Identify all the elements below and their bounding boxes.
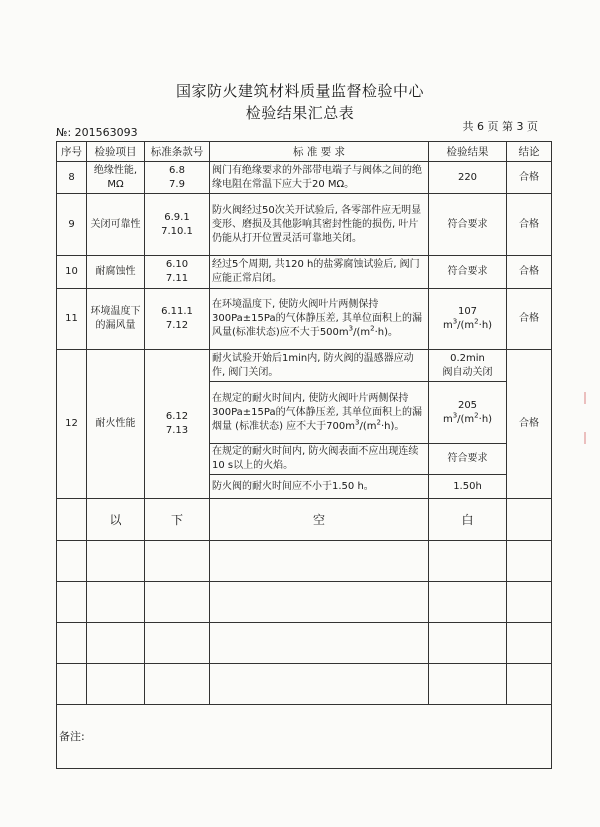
- requirement: 耐火试验开始后1min内, 防火阀的温感器应动作, 阀门关闭。: [210, 350, 429, 382]
- report-title: 检验结果汇总表: [245, 104, 355, 122]
- row-number: 9: [57, 194, 87, 256]
- test-item: 环境温度下 的漏风量: [87, 289, 145, 350]
- requirement: 在规定的耐火时间内, 使防火阀叶片两侧保持300Pa±15Pa的气体静压差, 其单位面积上的漏烟量 (标准状态) 应不大于$700m^3/(m^2\cdot h)$。: [210, 382, 429, 444]
- empty-marker: 白: [429, 499, 507, 541]
- serial-number: №: 201563093: [56, 126, 138, 139]
- test-result: 符合要求: [429, 194, 507, 256]
- remarks-row: [57, 705, 552, 769]
- blank-row: [57, 664, 552, 705]
- test-result: 符合要求: [429, 256, 507, 289]
- blank-row: [57, 623, 552, 664]
- empty-marker: 以: [87, 499, 145, 541]
- col-header: 结论: [507, 142, 552, 162]
- test-result: 205 $m^3/(m^2\cdot h)$: [429, 382, 507, 444]
- row-number: 8: [57, 162, 87, 194]
- test-item: 关闭可靠性: [87, 194, 145, 256]
- col-header: 检验项目: [87, 142, 145, 162]
- row-number: 11: [57, 289, 87, 350]
- empty-marker-row: [57, 499, 552, 541]
- test-result: 0.2min 阀自动关闭: [429, 350, 507, 382]
- table-row: [57, 256, 552, 289]
- row-number: 12: [57, 350, 87, 499]
- center-title: 国家防火建筑材料质量监督检验中心: [175, 82, 424, 100]
- requirement: 阀门有绝缘要求的外部带电端子与阀体之间的绝缘电阻在常温下应大于20 MΩ。: [210, 162, 429, 194]
- requirement: 防火阀经过50次关开试验后, 各零部件应无明显变形、磨损及其他影响其密封性能的损伤, 叶片仍能从打开位置灵活可靠地关闭。: [210, 194, 429, 256]
- table-header-row: [57, 142, 552, 162]
- verdict: 合格: [507, 194, 552, 256]
- table-row: [57, 350, 552, 382]
- clause: 6.9.1 7.10.1: [145, 194, 210, 256]
- clause: 6.8 7.9: [145, 162, 210, 194]
- verdict: 合格: [507, 256, 552, 289]
- requirement: 防火阀的耐火时间应不小于1.50 h。: [210, 475, 429, 499]
- test-result: 符合要求: [429, 444, 507, 475]
- test-item: 绝缘性能, MΩ: [87, 162, 145, 194]
- blank-row: [57, 541, 552, 582]
- requirement: 经过5个周期, 共120 h的盐雾腐蚀试验后, 阀门应能正常启闭。: [210, 256, 429, 289]
- test-item: 耐腐蚀性: [87, 256, 145, 289]
- remarks-label: 备注:: [57, 705, 552, 769]
- table-row: [57, 162, 552, 194]
- col-header: 标准条款号: [145, 142, 210, 162]
- col-header: 序号: [57, 142, 87, 162]
- empty-marker: 下: [145, 499, 210, 541]
- col-header: 标 准 要 求: [210, 142, 429, 162]
- requirement: 在规定的耐火时间内, 防火阀表面不应出现连续10 s以上的火焰。: [210, 444, 429, 475]
- empty-marker: 空: [210, 499, 429, 541]
- clause: 6.12 7.13: [145, 350, 210, 499]
- blank-row: [57, 582, 552, 623]
- verdict: 合格: [507, 162, 552, 194]
- col-header: 检验结果: [429, 142, 507, 162]
- table-row: [57, 289, 552, 350]
- results-table: [56, 141, 552, 769]
- stamp-edge: [584, 392, 594, 404]
- row-number: 10: [57, 256, 87, 289]
- page-info: 共 6 页 第 3 页: [462, 120, 538, 133]
- requirement: 在环境温度下, 使防火阀叶片两侧保持300Pa±15Pa的气体静压差, 其单位面积上的漏风量(标准状态)应不大于$500m^3/(m^2\cdot h)$。: [210, 289, 429, 350]
- test-item: 耐火性能: [87, 350, 145, 499]
- stamp-edge: [584, 432, 594, 444]
- clause: 6.10 7.11: [145, 256, 210, 289]
- verdict: 合格: [507, 289, 552, 350]
- verdict: 合格: [507, 350, 552, 499]
- test-result: 107 $m^3/(m^2\cdot h)$: [429, 289, 507, 350]
- test-result: 1.50h: [429, 475, 507, 499]
- clause: 6.11.1 7.12: [145, 289, 210, 350]
- table-row: [57, 194, 552, 256]
- test-result: 220: [429, 162, 507, 194]
